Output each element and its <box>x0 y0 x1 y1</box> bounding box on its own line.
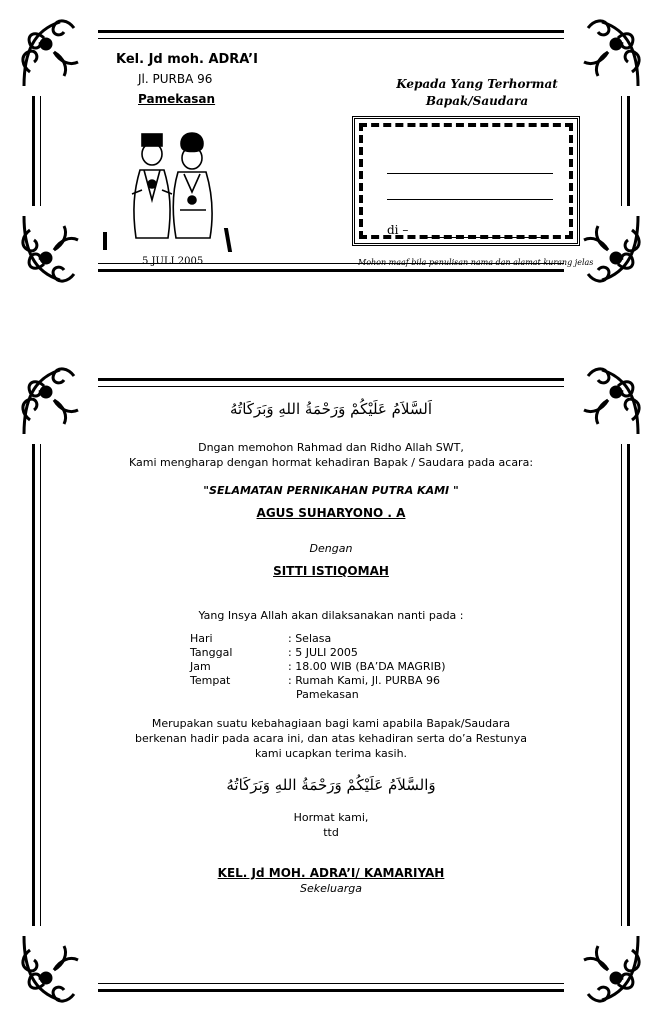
detail-row <box>190 632 446 646</box>
ink-mark <box>103 232 107 250</box>
address-line <box>387 173 553 174</box>
address-box-inner <box>365 129 567 237</box>
event-title: "SELAMATAN PERNIKAHAN PUTRA KAMI " <box>203 484 459 497</box>
recipient-title <box>382 76 572 110</box>
detail-row <box>190 674 446 688</box>
envelope-date: 5 JULI 2005 <box>142 256 204 267</box>
intro-line-2: Kami mengharap dengan hormat kehadiran Bapak / Saudara pada acara: <box>128 456 534 469</box>
closing-line-3: kami ucapkan terima kasih. <box>254 747 408 760</box>
bride-name: SITTI ISTIQOMAH <box>273 564 389 578</box>
detail-row <box>190 660 446 674</box>
signed: ttd <box>323 826 339 839</box>
bride-groom-illustration-icon <box>126 130 216 242</box>
recipient-title-line1: Kepada Yang Terhormat <box>396 77 558 91</box>
closing-line-2: berkenan hadir pada acara ini, dan atas kehadiran serta do’a Restunya <box>135 732 527 745</box>
corner-ornament-icon <box>14 206 98 290</box>
family-suffix: Sekeluarga <box>300 882 362 895</box>
corner-ornament-icon <box>14 12 98 96</box>
sender-city: Pamekasan <box>138 92 216 106</box>
invitation-card <box>14 360 648 1010</box>
schedule-intro: Yang Insya Allah akan dilaksanakan nanti pada : <box>198 609 464 622</box>
regards: Hormat kami, <box>293 811 369 824</box>
recipient-title-line2: Bapak/Saudara <box>425 94 529 108</box>
address-box <box>352 116 580 246</box>
conjunction: Dengan <box>309 542 353 555</box>
event-details <box>190 632 446 702</box>
sender-name: Kel. Jd moh. ADRA’I <box>116 52 258 67</box>
detail-value: : 5 JULI 2005 <box>288 646 358 659</box>
family-name: KEL. Jd MOH. ADRA’I/ KAMARIYAH <box>217 866 445 880</box>
detail-label: Hari <box>190 632 213 645</box>
envelope-note: Mohon maaf bila penulisan nama dan alamat kurang jelas <box>358 258 594 267</box>
salam-closing: وَالسَّلاَمُ عَلَيْكُمْ وَرَحْمَةُ اللهِ وَبَرَكَاتُهُ <box>226 776 436 794</box>
corner-ornament-icon <box>14 926 98 1010</box>
salam-opening: اَلسَّلاَمُ عَلَيْكُمْ وَرَحْمَةُ اللهِ وَبَرَكَاتُهُ <box>230 400 432 418</box>
detail-row <box>190 646 446 660</box>
closing-line-1: Merupakan suatu kebahagiaan bagi kami apabila Bapak/Saudara <box>151 717 511 730</box>
di-label: di – <box>387 223 409 237</box>
corner-ornament-icon <box>564 12 648 96</box>
detail-row <box>190 688 446 702</box>
detail-value: : Rumah Kami, Jl. PURBA 96 <box>288 674 440 687</box>
place-line-2: Pamekasan <box>296 688 359 701</box>
sender-street: Jl. PURBA 96 <box>138 72 213 86</box>
detail-label: Tempat <box>190 674 231 687</box>
envelope-label <box>14 12 648 290</box>
address-line <box>421 237 541 238</box>
detail-value: : Selasa <box>288 632 332 645</box>
detail-label: Tanggal <box>190 646 233 659</box>
intro-line-1: Dngan memohon Rahmad dan Ridho Allah SWT, <box>198 441 464 454</box>
groom-name: AGUS SUHARYONO . A <box>256 506 406 520</box>
detail-value: : 18.00 WIB (BA’DA MAGRIB) <box>288 660 446 673</box>
address-line <box>387 199 553 200</box>
detail-label: Jam <box>190 660 211 673</box>
corner-ornament-icon <box>564 926 648 1010</box>
